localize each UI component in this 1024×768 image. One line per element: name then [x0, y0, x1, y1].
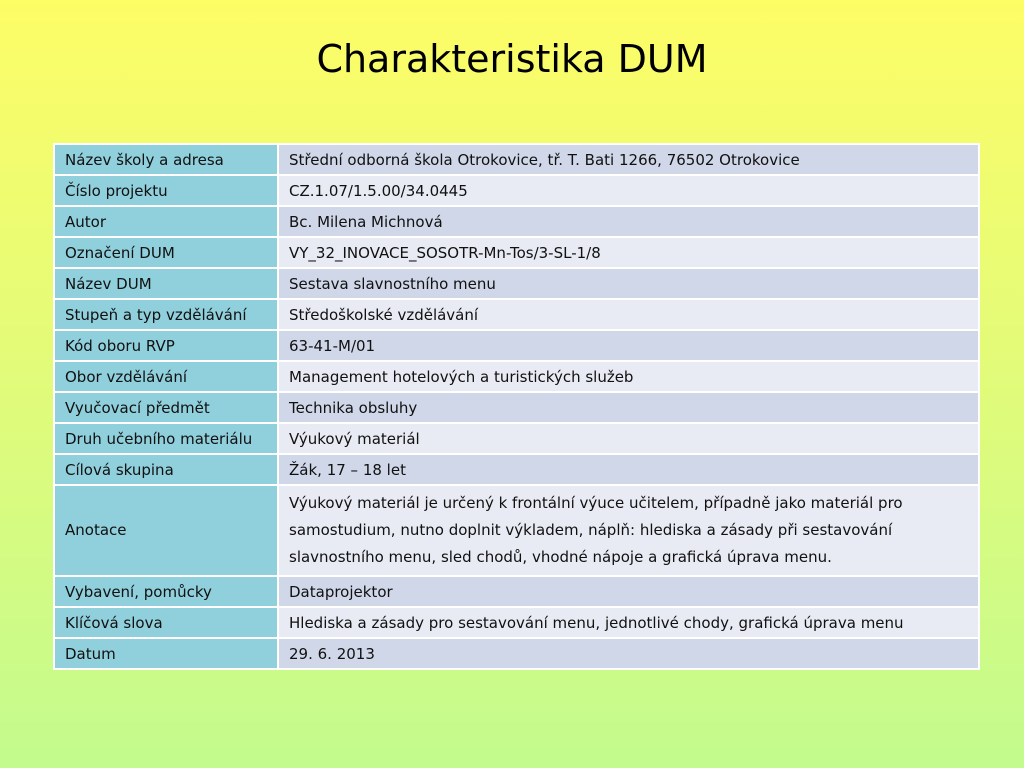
row-label: Stupeň a typ vzdělávání	[54, 299, 278, 330]
row-value: Výukový materiál je určený k frontální výuce učitelem, případně jako materiál pro samostudium, nutno doplnit výkladem, náplň: hlediska a zásady při sestavování slavnostního menu, sled chodů, vhodné nápoje a grafická úprava menu.	[278, 485, 979, 576]
table-row	[54, 361, 979, 392]
row-value: 29. 6. 2013	[278, 638, 979, 669]
row-label: Kód oboru RVP	[54, 330, 278, 361]
table-row	[54, 144, 979, 175]
table-row	[54, 330, 979, 361]
row-value: Střední odborná škola Otrokovice, tř. T. Bati 1266, 76502 Otrokovice	[278, 144, 979, 175]
row-value: VY_32_INOVACE_SOSOTR-Mn-Tos/3-SL-1/8	[278, 237, 979, 268]
table-row	[54, 485, 979, 576]
row-label: Vybavení, pomůcky	[54, 576, 278, 607]
row-label: Označení DUM	[54, 237, 278, 268]
row-value: Středoškolské vzdělávání	[278, 299, 979, 330]
row-label: Číslo projektu	[54, 175, 278, 206]
table-row	[54, 392, 979, 423]
row-label: Klíčová slova	[54, 607, 278, 638]
table-row	[54, 299, 979, 330]
dum-info-table	[53, 143, 980, 670]
row-value: CZ.1.07/1.5.00/34.0445	[278, 175, 979, 206]
row-value: 63-41-M/01	[278, 330, 979, 361]
table-row	[54, 638, 979, 669]
row-label: Anotace	[54, 485, 278, 576]
slide-title: Charakteristika DUM	[316, 37, 708, 81]
row-value: Dataprojektor	[278, 576, 979, 607]
table-row	[54, 237, 979, 268]
table-row	[54, 206, 979, 237]
row-value: Sestava slavnostního menu	[278, 268, 979, 299]
row-value: Technika obsluhy	[278, 392, 979, 423]
row-value: Management hotelových a turistických služeb	[278, 361, 979, 392]
row-label: Název školy a adresa	[54, 144, 278, 175]
table-row	[54, 268, 979, 299]
row-label: Název DUM	[54, 268, 278, 299]
row-value: Hlediska a zásady pro sestavování menu, jednotlivé chody, grafická úprava menu	[278, 607, 979, 638]
table-row	[54, 175, 979, 206]
row-value: Výukový materiál	[278, 423, 979, 454]
row-label: Autor	[54, 206, 278, 237]
row-label: Cílová skupina	[54, 454, 278, 485]
table-row	[54, 607, 979, 638]
row-label: Obor vzdělávání	[54, 361, 278, 392]
row-label: Vyučovací předmět	[54, 392, 278, 423]
row-value: Bc. Milena Michnová	[278, 206, 979, 237]
table-row	[54, 454, 979, 485]
row-label: Datum	[54, 638, 278, 669]
table-row	[54, 576, 979, 607]
table-row	[54, 423, 979, 454]
row-value: Žák, 17 – 18 let	[278, 454, 979, 485]
row-label: Druh učebního materiálu	[54, 423, 278, 454]
